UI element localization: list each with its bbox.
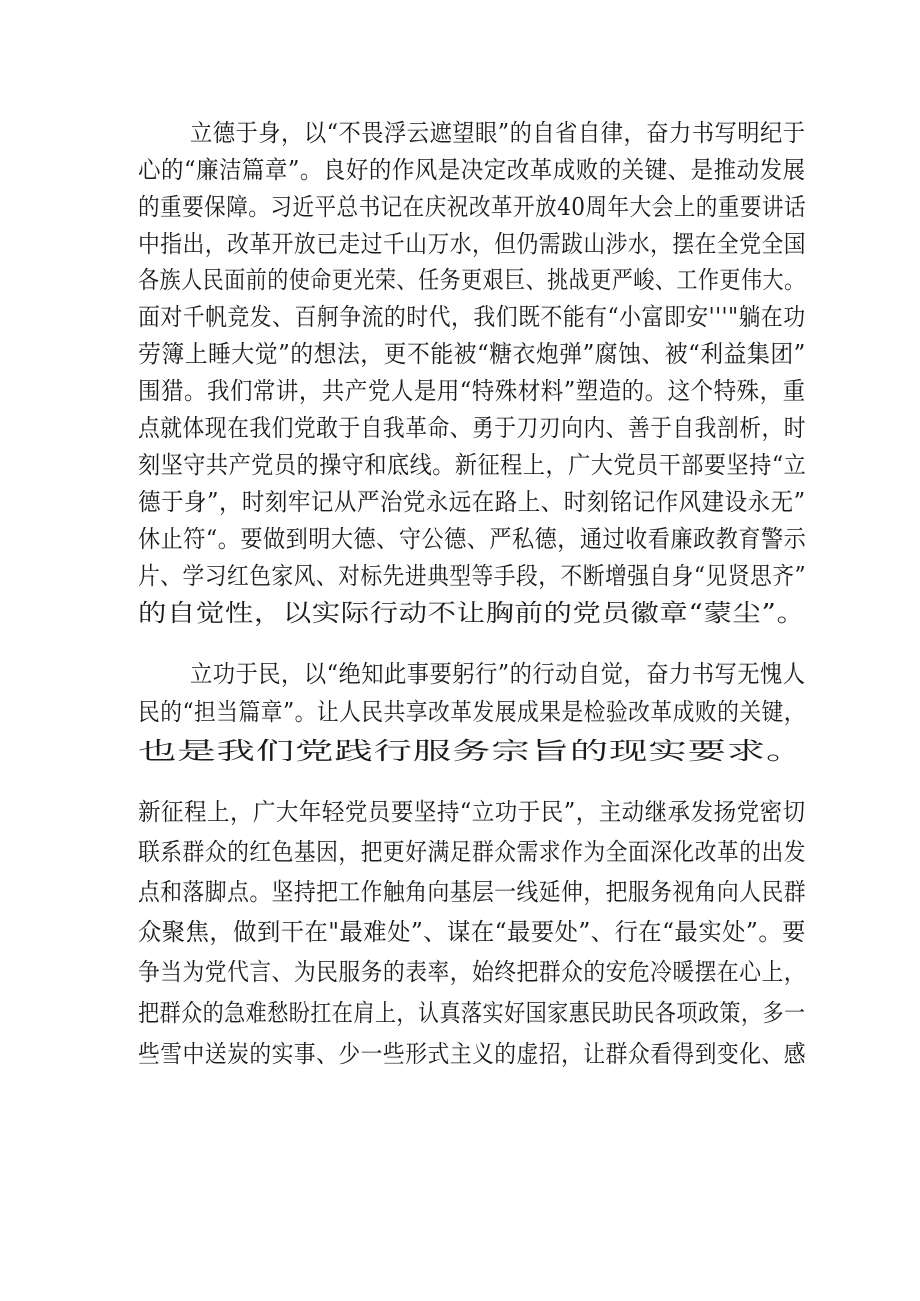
paragraph-3-line: 众聚焦，做到干在"最难处”、谋在“最要处”、行在“最实处”。要 [138, 918, 806, 946]
paragraph-1-line: 立德于身，以“不畏浮云遮望眼”的自省自律，奋力书写明纪于 [190, 119, 806, 147]
paragraph-1-line: 片、学习红色家风、对标先进典型等手段，不断增强自身“见贤思齐” [138, 562, 807, 590]
paragraph-1-line: 休止符“。要做到明大德、守公德、严私德，通过收看廉政教育警示 [138, 525, 807, 553]
paragraph-3-line: 点和落脚点。坚持把工作触角向基层一线延伸，把服务视角向人民群 [138, 878, 806, 906]
paragraph-1-line: 面对千帆竞发、百舸争流的时代，我们既不能有“小富即安'''"躺在功 [138, 303, 806, 331]
paragraph-3-line: 新征程上，广大年轻党员要坚持“立功于民”，主动继承发扬党密切 [138, 798, 806, 826]
paragraph-3-line: 联系群众的红色基因，把更好满足群众需求作为全面深化改革的出发 [138, 838, 806, 866]
paragraph-3-line: 争当为党代言、为民服务的表率，始终把群众的安危冷暖摆在心上， [138, 958, 806, 986]
paragraph-1-line: 各族人民面前的使命更光荣、任务更艰巨、挑战更严峻、工作更伟大。 [138, 266, 806, 294]
paragraph-1-line: 刻坚守共产党员的操守和底线。新征程上，广大党员干部要坚持“立 [138, 451, 807, 479]
paragraph-3-line: 些雪中送炭的实事、少一些形式主义的虚招，让群众看得到变化、感 [138, 1040, 806, 1068]
paragraph-1-line: 德于身”，时刻牢记从严治党永远在路上、时刻铭记作风建设永无” [138, 488, 806, 516]
paragraph-3-line: 把群众的急难愁盼扛在肩上，认真落实好国家惠民助民各项政策，多一 [138, 999, 806, 1027]
paragraph-2-line: 民的“担当篇章”。让人民共享改革发展成果是检验改革成败的关键， [138, 698, 807, 726]
paragraph-2-line: 立功于民，以“绝知此事要躬行”的行动自觉，奋力书写无愧人 [190, 660, 806, 688]
paragraph-1-line: 围猎。我们常讲，共产党人是用“特殊材料”塑造的。这个特殊，重 [138, 377, 806, 405]
paragraph-1-line: 的自觉性，以实际行动不让胸前的党员徽章“蒙尘”。 [138, 599, 806, 627]
paragraph-1-line: 中指出，改革开放已走过千山万水，但仍需跋山涉水，摆在全党全国 [138, 230, 806, 258]
paragraph-1-line: 心的“廉洁篇章”。良好的作风是决定改革成败的关键、是推动发展 [138, 156, 806, 184]
paragraph-2-line: 也是我们党践行服务宗旨的现实要求。 [138, 737, 806, 765]
paragraph-1-line: 劳簿上睡大觉”的想法，更不能被“糖衣炮弹”腐蚀、被“利益集团” [138, 340, 806, 368]
paragraph-1-line: 的重要保障。习近平总书记在庆祝改革开放40周年大会上的重要讲话 [138, 193, 807, 221]
paragraph-1-line: 点就体现在我们党敢于自我革命、勇于刀刃向内、善于自我剖析，时 [138, 414, 806, 442]
